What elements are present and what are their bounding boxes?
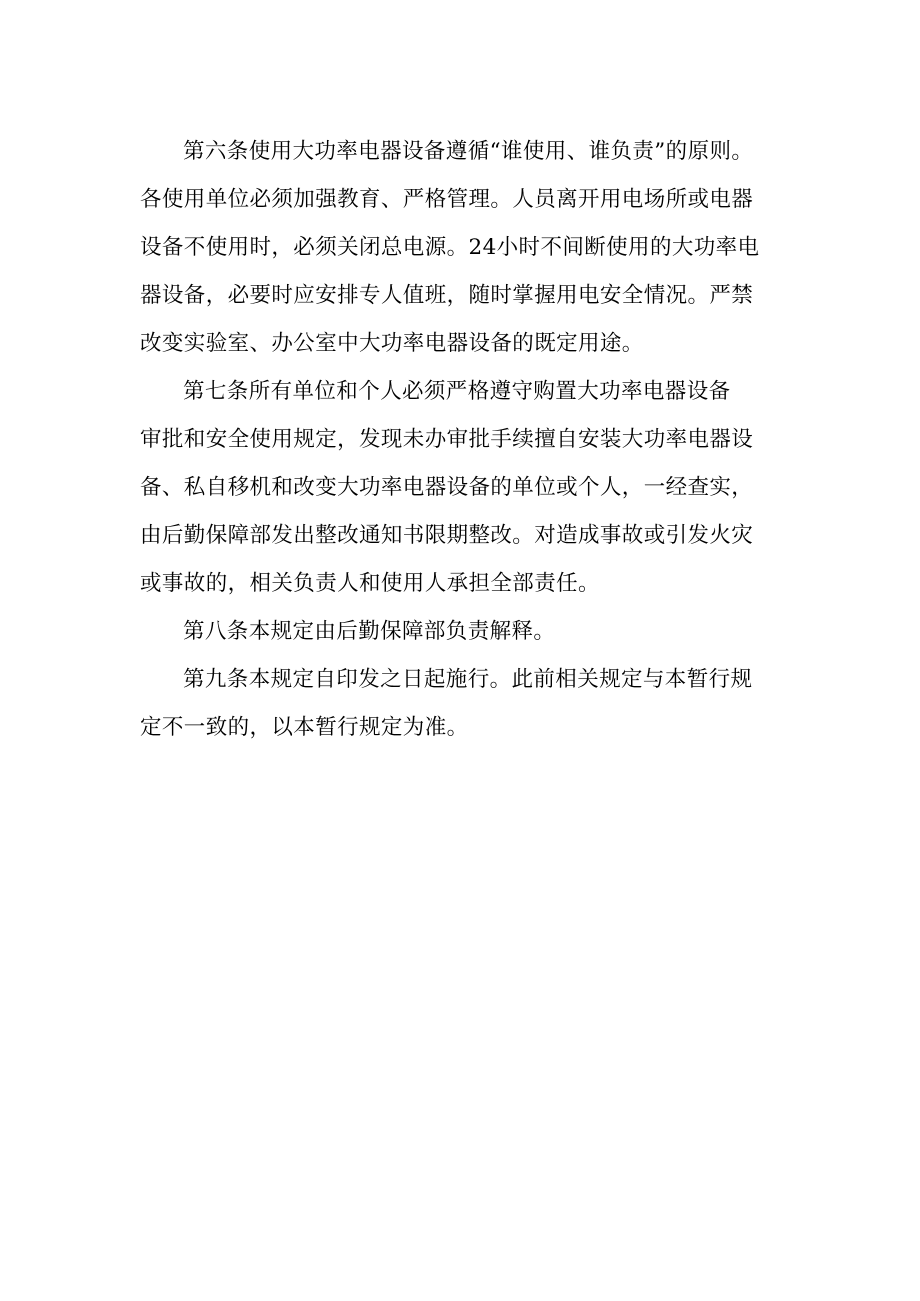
- text-line: 审批和安全使用规定，发现未办审批手续擅自安装大功率电器设: [140, 427, 754, 452]
- text-line: 由后勤保障部发出整改通知书限期整改。对造成事故或引发火灾: [140, 523, 754, 548]
- text-line: 第六条使用大功率电器设备遵循“谁使用、谁负责”的原则。: [183, 139, 754, 164]
- document-body: [140, 128, 800, 752]
- text-line: 改变实验室、办公室中大功率电器设备的既定用途。: [140, 331, 644, 356]
- text-line: 定不一致的，以本暂行规定为准。: [140, 715, 469, 740]
- text-line: 第九条本规定自印发之日起施行。此前相关规定与本暂行规: [183, 667, 753, 692]
- text-line: 第八条本规定由后勤保障部负责解释。: [183, 619, 556, 644]
- text-line: 备、私自移机和改变大功率电器设备的单位或个人，一经查实，: [140, 475, 754, 500]
- article-9-paragraph: [140, 656, 800, 752]
- article-7-paragraph: [140, 368, 800, 608]
- text-line: 第七条所有单位和个人必须严格遵守购置大功率电器设备: [183, 379, 731, 404]
- article-8-paragraph: [140, 608, 800, 656]
- text-line: 器设备，必要时应安排专人值班，随时掌握用电安全情况。严禁: [140, 283, 754, 308]
- text-line: 各使用单位必须加强教育、严格管理。人员离开用电场所或电器: [140, 187, 754, 212]
- text-line: 设备不使用时，必须关闭总电源。24小时不间断使用的大功率电: [140, 235, 760, 260]
- article-6-paragraph: [140, 128, 800, 368]
- text-line: 或事故的，相关负责人和使用人承担全部责任。: [140, 571, 600, 596]
